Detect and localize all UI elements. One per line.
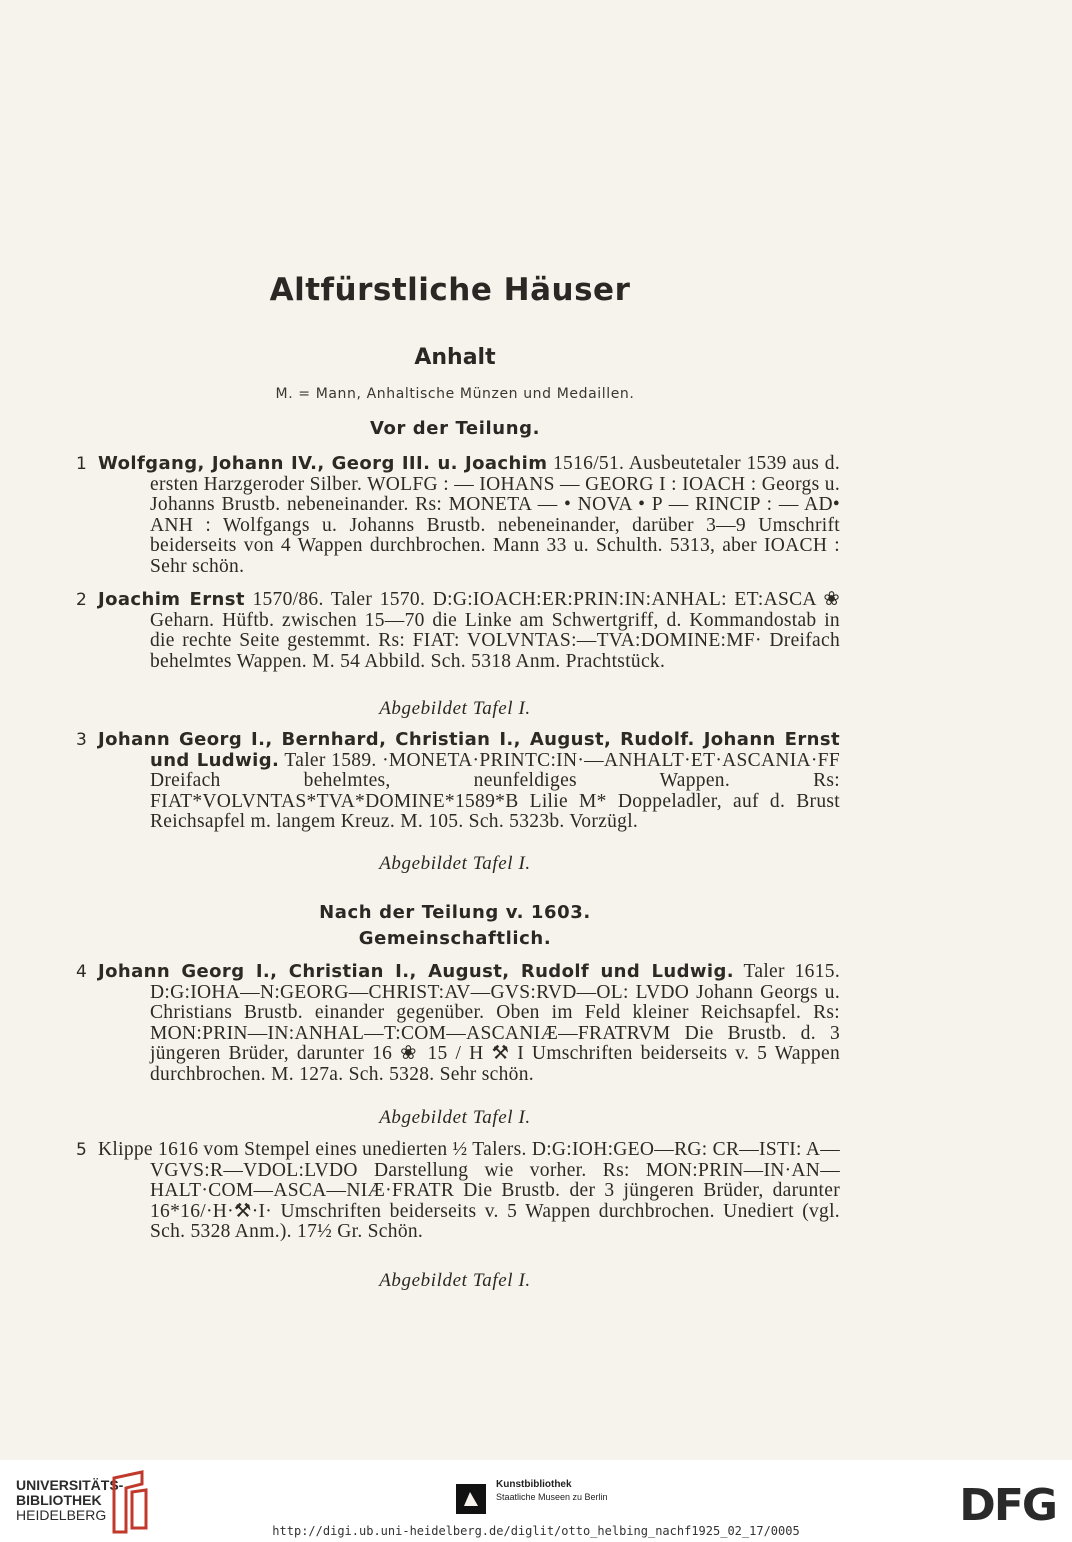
entry-number: 4 xyxy=(76,962,88,982)
kunstbibliothek-logo[interactable] xyxy=(456,1478,656,1518)
ub-logo-line1: UNIVERSITÄTS- xyxy=(16,1477,124,1493)
illustration-note: Abgebildet Tafel I. xyxy=(379,698,531,719)
section-title: Anhalt xyxy=(414,345,496,370)
entry-text: Klippe 1616 vom Stempel eines unedierten ½ Talers. D:G:IOH:GEO—RG: CR—ISTI: A—VGVS:R—VDOL:LVDO Darstellung wie vorher. Rs: MON:PRIN—IN·AN—HALT·COM—ASCA—NIÆ·FRATR Die Brustb. der 3 jüngeren Brüder, darunter 16*16/·H·⚒·I· Umschriften beiderseits v. 5 Wappen durchbrochen. Unediert (vgl. Sch. 5328 Anm.). 17½ Gr. Schön. xyxy=(98,1139,841,1243)
entry-heading: Johann Georg I., Christian I., August, Rudolf und Ludwig. xyxy=(98,961,735,982)
entry-heading: Wolfgang, Johann IV., Georg III. u. Joachim xyxy=(98,453,548,474)
entry-number: 3 xyxy=(76,730,88,750)
ub-logo-line3: HEIDELBERG xyxy=(16,1507,107,1523)
source-url-link[interactable]: http://digi.ub.uni-heidelberg.de/diglit/otto_helbing_nachf1925_02_17/0005 xyxy=(272,1524,800,1538)
entry-heading: Joachim Ernst xyxy=(98,589,245,610)
entry-number: 5 xyxy=(76,1140,88,1160)
entry-number: 1 xyxy=(76,454,88,474)
subsection-title: Vor der Teilung. xyxy=(369,418,541,439)
entry-body xyxy=(98,729,840,833)
abbreviation-note: M. = Mann, Anhaltische Münzen und Medaillen. xyxy=(275,386,635,402)
entry-body xyxy=(98,1139,841,1243)
illustration-note: Abgebildet Tafel I. xyxy=(379,853,531,874)
entry-text: Taler 1589. ·MONETA·PRINTC:IN·—ANHALT·ET·ASCANIA·FF Dreifach behelmtes, neunfeldiges Wappen. Rs: FIAT*VOLVNTAS*TVA*DOMINE*1589*B Lilie M* Doppeladler, auf d. Brust Reichsapfel m. langem Kreuz. M. 105. Sch. 5323b. Vorzügl. xyxy=(150,749,840,833)
kunstbibliothek-text xyxy=(496,1478,608,1503)
page-title: Altfürstliche Häuser xyxy=(269,272,631,308)
subsection-title: Nach der Teilung v. 1603. xyxy=(319,902,591,923)
illustration-note: Abgebildet Tafel I. xyxy=(379,1270,531,1291)
catalog-entry xyxy=(76,1140,840,1243)
kunstbibliothek-emblem-icon xyxy=(456,1484,486,1514)
entry-body xyxy=(98,589,840,672)
subsection-title: Gemeinschaftlich. xyxy=(358,928,552,949)
kunstbibliothek-subtitle: Staatliche Museen zu Berlin xyxy=(496,1492,608,1502)
catalog-entry xyxy=(76,730,840,833)
entry-text: Taler 1615. D:G:IOHA—N:GEORG—CHRIST:AV—GVS:RVD—OL: LVDO Johann Georgs u. Christians Brustb. einander gegenüber. Oben im Feld kleiner Reichsapfel. Rs: MON:PRIN—IN:ANHAL—T:COM—ASCANIÆ—FRATRVM Die Brustb. d. 3 jüngeren Brüder, darunter 16 ❀ 15 / H ⚒ I Umschriften beiderseits v. 5 Wappen durchbrochen. M. 127a. Sch. 5328. Sehr schön. xyxy=(150,961,841,1085)
catalog-entry xyxy=(76,590,840,672)
entry-body xyxy=(98,961,841,1086)
entry-text: 1516/51. Ausbeutetaler 1539 aus d. ersten Harzgeroder Silber. WOLFG : — IOHANS — GEORG I : IOACH : Georgs u. Johanns Brustb. nebeneinander. Rs: MONETA — • NOVA • P — RINCIP : — AD• ANH : Wolfgangs u. Johanns Brustb. nebeneinander, darüber 3—9 Umschrift beiderseits von 4 Wappen durchbrochen. Mann 33 u. Schulth. 5313, aber IOACH : Sehr schön. xyxy=(150,453,840,577)
entry-heading: Johann Georg I., Bernhard, Christian I., August, Rudolf. Johann Ernst und Ludwig. xyxy=(98,729,840,771)
kunstbibliothek-name: Kunstbibliothek xyxy=(496,1479,572,1490)
dfg-logo[interactable]: DFG xyxy=(959,1480,1056,1531)
ub-logo-line2: BIBLIOTHEK xyxy=(16,1492,102,1508)
entry-number: 2 xyxy=(76,590,88,610)
catalog-entry xyxy=(76,962,840,1086)
illustration-note: Abgebildet Tafel I. xyxy=(379,1107,531,1128)
catalog-entry xyxy=(76,454,840,578)
entry-body xyxy=(98,453,840,578)
entry-text: 1570/86. Taler 1570. D:G:IOACH:ER:PRIN:IN:ANHAL: ET:ASCA ❀ Geharn. Hüftb. zwischen 15—70 die Linke am Schwertgriff, d. Kommandostab in die rechte Seite gestemmt. Rs: FIAT: VOLVNTAS:—TVA:DOMINE:MF· Dreifach behelmtes Wappen. M. 54 Abbild. Sch. 5318 Anm. Prachtstück. xyxy=(150,589,840,672)
